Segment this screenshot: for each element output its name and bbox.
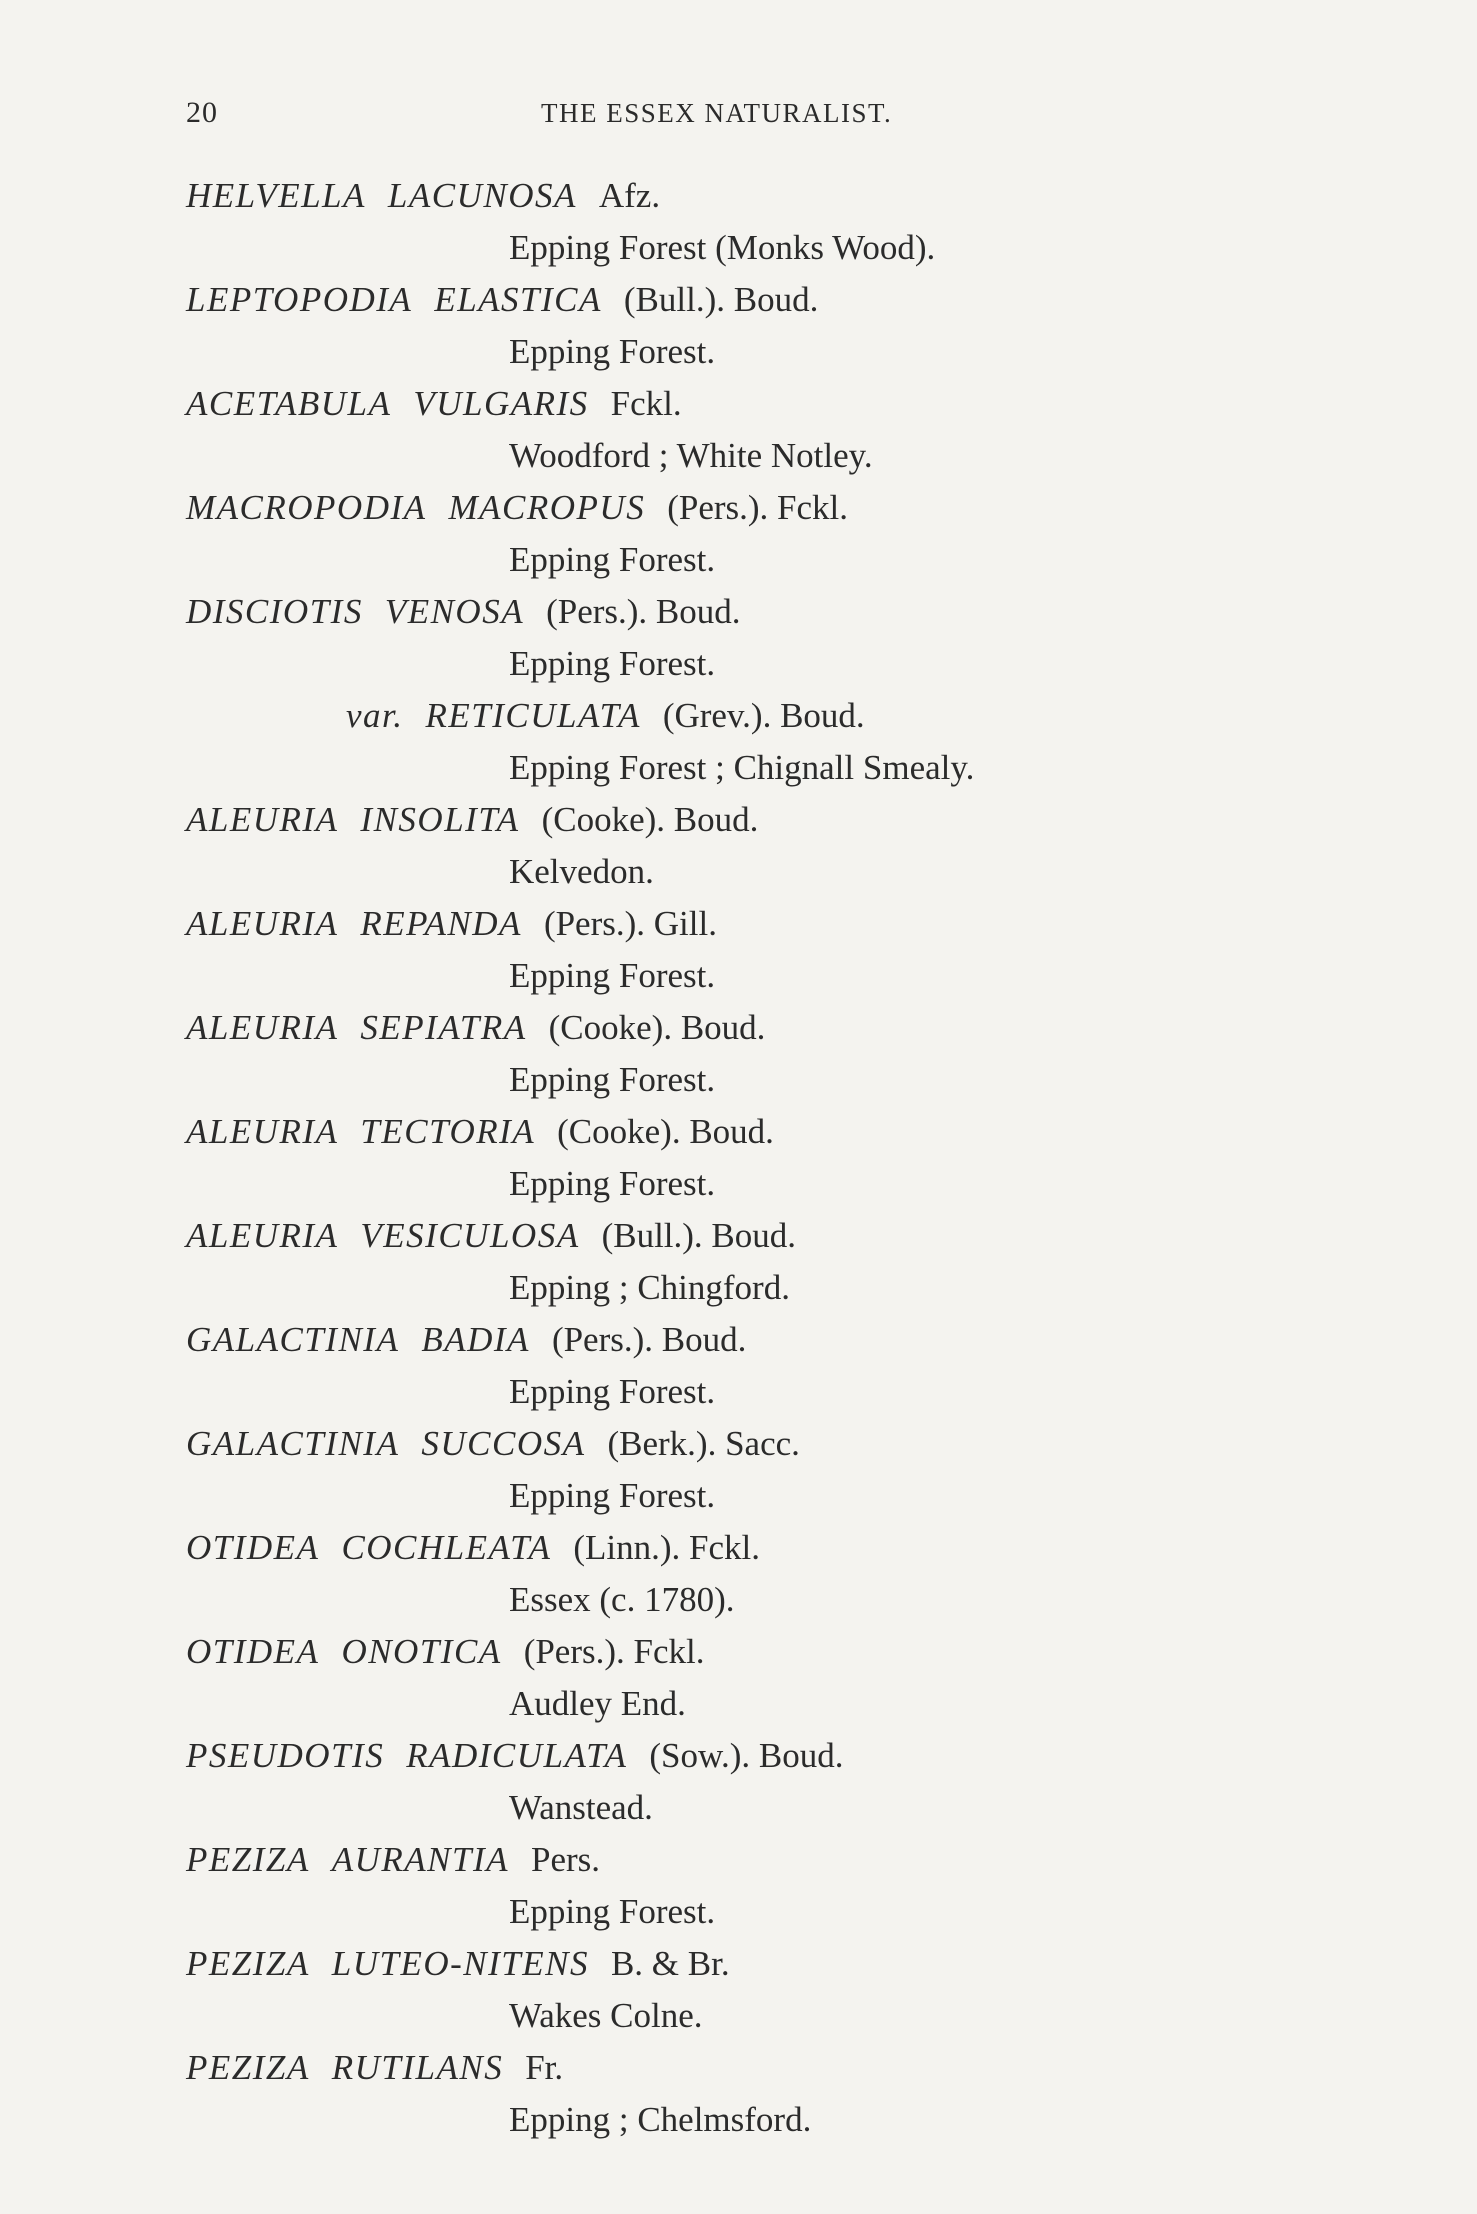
locality: Epping ; Chingford. — [509, 1268, 790, 1307]
species-heading — [186, 1938, 1326, 1990]
species-name: MACROPUS — [448, 488, 646, 527]
genus-name: PEZIZA — [186, 1840, 310, 1879]
species-heading — [186, 274, 1326, 326]
page-number: 20 — [186, 96, 218, 129]
species-heading — [186, 1210, 1326, 1262]
genus-name: PEZIZA — [186, 2048, 310, 2087]
genus-name: OTIDEA — [186, 1632, 320, 1671]
species-heading — [186, 1106, 1326, 1158]
genus-name: ALEURIA — [186, 1008, 339, 1047]
species-heading — [186, 2042, 1326, 2094]
locality: Epping Forest. — [509, 1060, 716, 1099]
authority: (Pers.). Fckl. — [523, 1632, 705, 1671]
genus-name: PEZIZA — [186, 1944, 310, 1983]
species-name: VENOSA — [384, 592, 525, 631]
locality: Epping Forest. — [509, 1164, 716, 1203]
locality: Woodford ; White Notley. — [509, 436, 873, 475]
genus-name: OTIDEA — [186, 1528, 320, 1567]
locality: Kelvedon. — [509, 852, 654, 891]
genus-name: ALEURIA — [186, 800, 339, 839]
locality: Epping Forest. — [509, 332, 716, 371]
species-name: RADICULATA — [406, 1736, 628, 1775]
running-head: THE ESSEX NATURALIST. — [541, 98, 893, 128]
locality: Wakes Colne. — [509, 1996, 703, 2035]
locality: Epping Forest. — [509, 1892, 716, 1931]
authority: (Bull.). Boud. — [623, 280, 819, 319]
page-header — [186, 96, 986, 136]
genus-name: MACROPODIA — [186, 488, 427, 527]
locality: Epping ; Chelmsford. — [509, 2100, 812, 2139]
locality: Epping Forest. — [509, 1372, 716, 1411]
locality: Epping Forest. — [509, 540, 716, 579]
species-name: BADIA — [421, 1320, 530, 1359]
species-name: COCHLEATA — [341, 1528, 552, 1567]
locality: Epping Forest. — [509, 1476, 716, 1515]
species-heading — [186, 482, 1326, 534]
locality: Epping Forest. — [509, 644, 716, 683]
species-heading — [186, 794, 1326, 846]
locality: Wanstead. — [509, 1788, 653, 1827]
authority: (Pers.). Boud. — [551, 1320, 747, 1359]
authority: (Pers.). Gill. — [543, 904, 717, 943]
species-heading — [186, 586, 1326, 638]
authority: (Linn.). Fckl. — [573, 1528, 760, 1567]
authority: (Cooke). Boud. — [548, 1008, 766, 1047]
authority: B. & Br. — [610, 1944, 730, 1983]
genus-name: LEPTOPODIA — [186, 280, 413, 319]
species-name: INSOLITA — [360, 800, 520, 839]
genus-name: ALEURIA — [186, 1112, 339, 1151]
species-heading — [186, 1314, 1326, 1366]
species-heading — [186, 898, 1326, 950]
authority: (Grev.). Boud. — [662, 696, 865, 735]
species-heading — [186, 1730, 1326, 1782]
species-heading — [186, 1522, 1326, 1574]
authority: (Bull.). Boud. — [601, 1216, 797, 1255]
species-name: ONOTICA — [341, 1632, 502, 1671]
authority: Fckl. — [610, 384, 682, 423]
genus-name: HELVELLA — [186, 176, 366, 215]
species-heading — [186, 1002, 1326, 1054]
authority: (Cooke). Boud. — [541, 800, 759, 839]
authority: (Berk.). Sacc. — [607, 1424, 800, 1463]
genus-name: GALACTINIA — [186, 1320, 400, 1359]
authority: (Cooke). Boud. — [557, 1112, 774, 1151]
species-name: VESICULOSA — [360, 1216, 580, 1255]
species-name: AURANTIA — [331, 1840, 509, 1879]
locality: Essex (c. 1780). — [509, 1580, 735, 1619]
species-heading — [186, 170, 1326, 222]
locality: Epping Forest. — [509, 956, 716, 995]
species-name: LACUNOSA — [387, 176, 577, 215]
species-heading — [186, 1834, 1326, 1886]
species-name: REPANDA — [360, 904, 522, 943]
variety-mark: var. — [346, 696, 404, 735]
genus-name: DISCIOTIS — [186, 592, 363, 631]
species-name: VULGARIS — [413, 384, 589, 423]
species-name: SUCCOSA — [421, 1424, 586, 1463]
species-name: RETICULATA — [425, 696, 641, 735]
locality: Epping Forest ; Chignall Smealy. — [509, 748, 975, 787]
authority: Afz. — [598, 176, 661, 215]
species-heading — [186, 1626, 1326, 1678]
genus-name: ALEURIA — [186, 904, 339, 943]
species-name: TECTORIA — [360, 1112, 536, 1151]
locality: Epping Forest (Monks Wood). — [509, 228, 936, 267]
species-heading — [186, 1418, 1326, 1470]
genus-name: ALEURIA — [186, 1216, 339, 1255]
species-name: RUTILANS — [331, 2048, 504, 2087]
genus-name: PSEUDOTIS — [186, 1736, 385, 1775]
authority: Fr. — [525, 2048, 564, 2087]
locality: Audley End. — [509, 1684, 686, 1723]
species-name: ELASTICA — [434, 280, 602, 319]
authority: Pers. — [531, 1840, 601, 1879]
variety-heading — [186, 690, 1326, 742]
genus-name: ACETABULA — [186, 384, 392, 423]
species-heading — [186, 378, 1326, 430]
authority: (Sow.). Boud. — [649, 1736, 844, 1775]
authority: (Pers.). Boud. — [546, 592, 741, 631]
genus-name: GALACTINIA — [186, 1424, 400, 1463]
species-name: LUTEO-NITENS — [331, 1944, 589, 1983]
authority: (Pers.). Fckl. — [667, 488, 849, 527]
species-list — [186, 170, 1326, 2146]
species-name: SEPIATRA — [360, 1008, 527, 1047]
